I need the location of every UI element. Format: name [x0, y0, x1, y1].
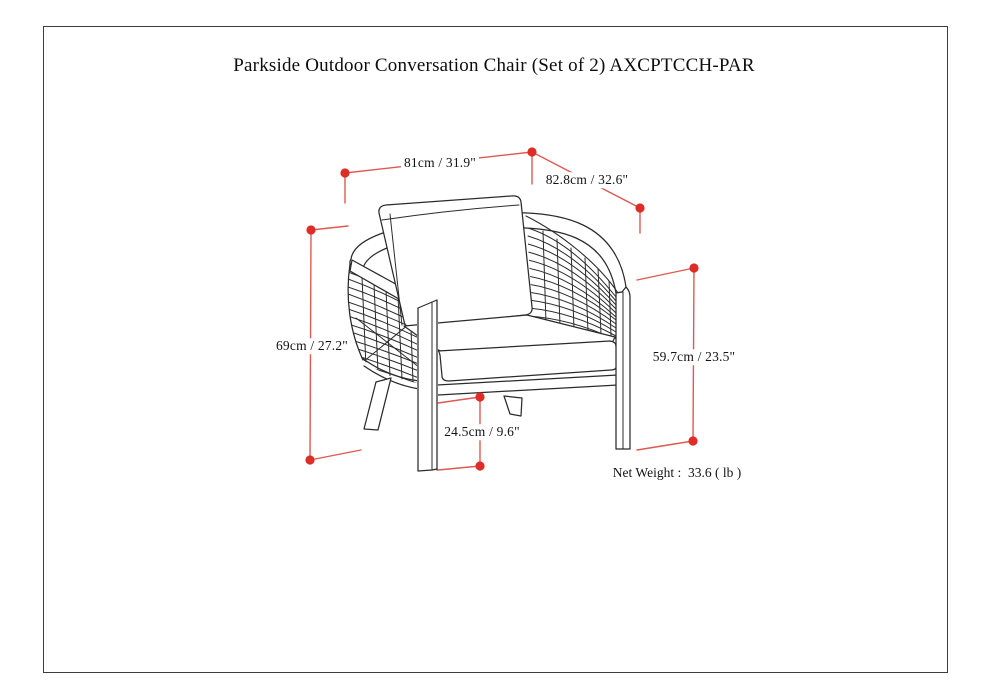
dimension-label-height: 69cm / 27.2"	[273, 338, 351, 354]
dimension-label-width: 81cm / 31.9"	[401, 155, 479, 171]
chair-back-cushion	[379, 196, 532, 327]
chair-front-left-post	[417, 299, 438, 472]
dimension-label-arm-height: 59.7cm / 23.5"	[650, 349, 739, 365]
product-title: Parkside Outdoor Conversation Chair (Set of 2) AXCPTCCH-PAR	[233, 55, 755, 76]
chair-middle-leg	[504, 396, 522, 416]
net-weight-label: Net Weight : 33.6 ( lb )	[612, 465, 742, 480]
chair-back-leg	[364, 378, 391, 430]
chair-right-post	[616, 287, 630, 449]
dimension-label-depth: 82.8cm / 32.6"	[543, 172, 632, 188]
dimension-label-seat-clearance: 24.5cm / 9.6"	[441, 424, 523, 440]
